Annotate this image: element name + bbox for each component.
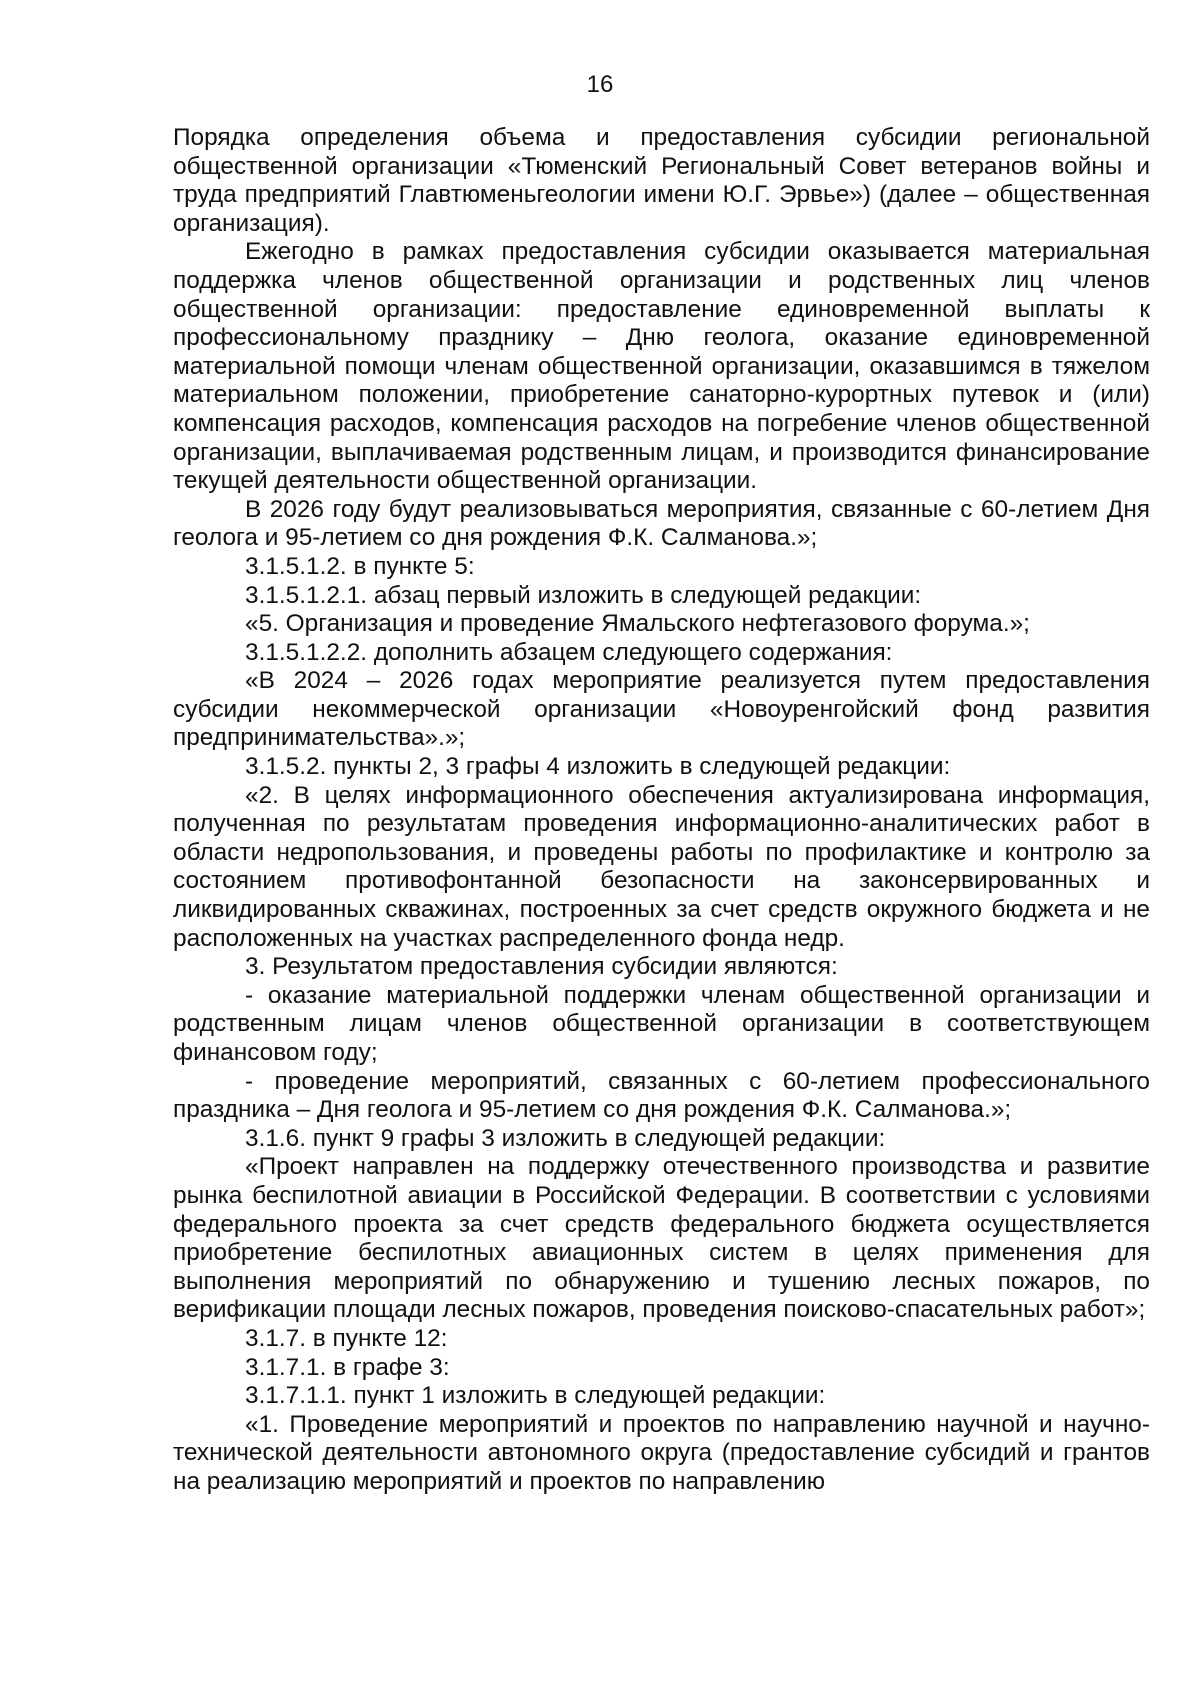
paragraph: «2. В целях информационного обеспечения актуализирована информация, полученная по результатам проведения информационно-аналитических работ в области недропользования, и проведены работы по профилактике и контролю за состоянием противофонтанной безопасности на законсервированных и ликвидированных скважинах, построенных за счет средств окружного бюджета и не расположенных на участках распределенного фонда недр. [173,781,1150,952]
page-number: 16 [586,71,614,98]
paragraph: 3.1.5.1.2. в пункте 5: [245,552,475,580]
paragraph: 3.1.7. в пункте 12: [245,1324,448,1352]
paragraph: 3. Результатом предоставления субсидии являются: [245,953,838,981]
paragraph: 3.1.7.1.1. пункт 1 изложить в следующей редакции: [245,1382,826,1410]
paragraph: Ежегодно в рамках предоставления субсидии оказывается материальная поддержка членов общественной организации и родственных лиц членов общественной организации: предоставление единовременной выплаты к профессиональному празднику – Дню геолога, оказание единовременной материальной помощи членам общественной организации, оказавшимся в тяжелом материальном положении, приобретение санаторно-курортных путевок и (или) компенсация расходов, компенсация расходов на погребение членов общественной организации, выплачиваемая родственным лицам, и производится финансирование текущей деятельности общественной организации. [173,238,1150,495]
paragraph: «В 2024 – 2026 годах мероприятие реализуется путем предоставления субсидии некоммерческой организации «Новоуренгойский фонд развития предпринимательства».»; [173,667,1150,752]
paragraph: 3.1.5.2. пункты 2, 3 графы 4 изложить в следующей редакции: [245,753,951,781]
paragraph: В 2026 году будут реализовываться мероприятия, связанные с 60-летием Дня геолога и 95-летием со дня рождения Ф.К. Салманова.»; [173,495,1150,552]
paragraph: 3.1.5.1.2.2. дополнить абзацем следующего содержания: [245,638,893,666]
paragraph: «1. Проведение мероприятий и проектов по направлению научной и научно-технической деятельности автономного округа (предоставление субсидий и грантов на реализацию мероприятий и проектов по направлению [173,1410,1150,1495]
document-body [173,124,1150,1497]
paragraph: 3.1.5.1.2.1. абзац первый изложить в следующей редакции: [245,581,922,609]
paragraph: «5. Организация и проведение Ямальского нефтегазового форума.»; [245,610,1030,638]
paragraph: - проведение мероприятий, связанных с 60-летием профессионального праздника – Дня геолога и 95-летием со дня рождения Ф.К. Салманова.»; [173,1067,1150,1124]
paragraph: Порядка определения объема и предоставления субсидии региональной общественной организации «Тюменский Региональный Совет ветеранов войны и труда предприятий Главтюменьгеологии имени Ю.Г. Эрвье») (далее – общественная организация). [173,124,1150,237]
paragraph: 3.1.7.1. в графе 3: [245,1353,450,1381]
paragraph: «Проект направлен на поддержку отечественного производства и развитие рынка беспилотной авиации в Российской Федерации. В соответствии с условиями федерального проекта за счет средств федерального бюджета осуществляется приобретение беспилотных авиационных систем в целях применения для выполнения мероприятий по обнаружению и тушению лесных пожаров, по верификации площади лесных пожаров, проведения поисково-спасательных работ»; [173,1153,1150,1324]
paragraph: - оказание материальной поддержки членам общественной организации и родственным лицам членов общественной организации в соответствующем финансовом году; [173,981,1150,1066]
paragraph: 3.1.6. пункт 9 графы 3 изложить в следующей редакции: [245,1124,886,1152]
